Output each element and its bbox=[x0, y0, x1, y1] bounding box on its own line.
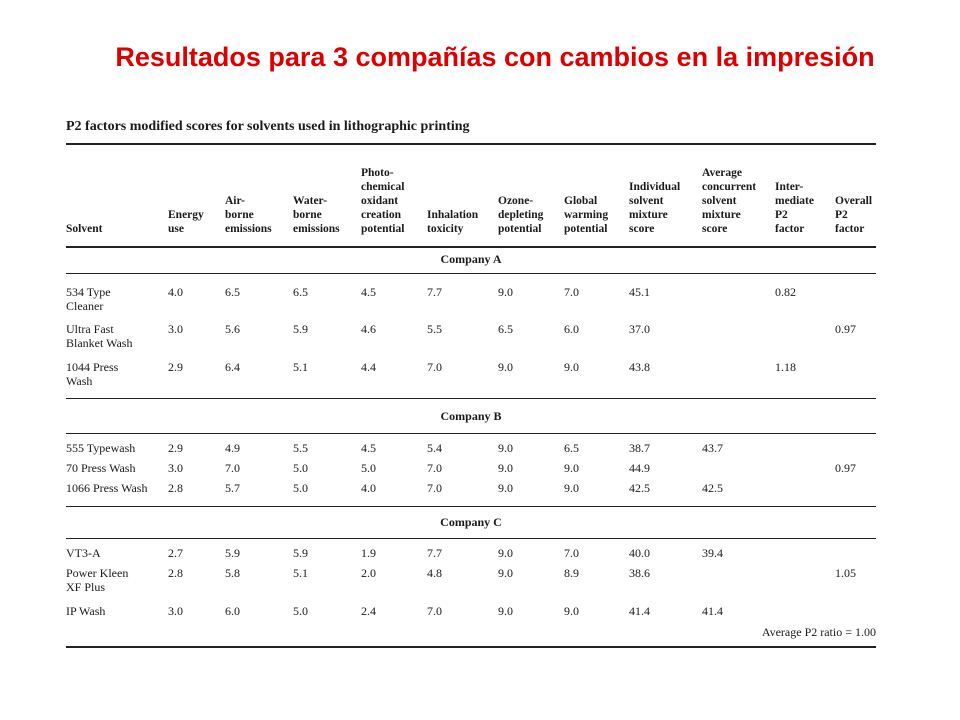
table-cell: 7.0 bbox=[427, 604, 442, 618]
table-cell: 42.5 bbox=[702, 481, 723, 495]
solvent-name-cell: IP Wash bbox=[66, 604, 106, 618]
table-cell: 5.1 bbox=[293, 360, 308, 374]
table-cell: 2.7 bbox=[168, 546, 183, 560]
group-top-rule bbox=[66, 246, 876, 248]
table-cell: 6.5 bbox=[498, 322, 513, 336]
table-cell: 5.9 bbox=[293, 546, 308, 560]
table-cell: 4.5 bbox=[361, 441, 376, 455]
table-cell: 0.97 bbox=[835, 461, 856, 475]
table-cell: 7.0 bbox=[427, 360, 442, 374]
table-cell: 7.0 bbox=[427, 461, 442, 475]
table-cell: 37.0 bbox=[629, 322, 650, 336]
table-cell: 7.0 bbox=[564, 285, 579, 299]
table-cell: 7.7 bbox=[427, 546, 442, 560]
group-bottom-rule bbox=[66, 433, 876, 434]
table-cell: 5.9 bbox=[293, 322, 308, 336]
table-cell: 3.0 bbox=[168, 322, 183, 336]
table-cell: 9.0 bbox=[564, 481, 579, 495]
table-cell: 6.0 bbox=[225, 604, 240, 618]
column-header: Inter- mediate P2 factor bbox=[775, 181, 814, 235]
table-cell: 5.0 bbox=[293, 481, 308, 495]
table-cell: 5.5 bbox=[427, 322, 442, 336]
table-cell: 7.0 bbox=[225, 461, 240, 475]
table-cell: 5.4 bbox=[427, 441, 442, 455]
table-cell: 2.9 bbox=[168, 360, 183, 374]
solvent-name-cell: Power Kleen XF Plus bbox=[66, 566, 129, 594]
table-cell: 4.9 bbox=[225, 441, 240, 455]
table-cell: 0.82 bbox=[775, 285, 796, 299]
solvent-name-cell: VT3-A bbox=[66, 546, 101, 560]
table-cell: 2.9 bbox=[168, 441, 183, 455]
table-cell: 9.0 bbox=[498, 604, 513, 618]
table-caption: P2 factors modified scores for solvents used in lithographic printing bbox=[66, 119, 470, 134]
solvent-name-cell: 555 Typewash bbox=[66, 441, 136, 455]
table-cell: 4.5 bbox=[361, 285, 376, 299]
slide-title: Resultados para 3 compañías con cambios en la impresión bbox=[115, 42, 875, 72]
table-cell: 39.4 bbox=[702, 546, 723, 560]
table-cell: 6.0 bbox=[564, 322, 579, 336]
table-cell: 8.9 bbox=[564, 566, 579, 580]
table-cell: 2.8 bbox=[168, 481, 183, 495]
table-cell: 41.4 bbox=[702, 604, 723, 618]
table-cell: 41.4 bbox=[629, 604, 650, 618]
table-cell: 9.0 bbox=[498, 360, 513, 374]
column-header: Individual solvent mixture score bbox=[629, 181, 681, 235]
table-cell: 7.0 bbox=[564, 546, 579, 560]
group-label-company: Company B bbox=[440, 409, 502, 423]
table-cell: 5.6 bbox=[225, 322, 240, 336]
column-header: Inhalation toxicity bbox=[427, 209, 479, 235]
column-header: Overall P2 factor bbox=[835, 195, 873, 235]
column-header: Average concurrent solvent mixture score bbox=[702, 167, 757, 235]
table-cell: 43.8 bbox=[629, 360, 650, 374]
table-cell: 5.9 bbox=[225, 546, 240, 560]
table-cell: 7.7 bbox=[427, 285, 442, 299]
table-cell: 9.0 bbox=[564, 461, 579, 475]
column-header: Photo- chemical oxidant creation potential bbox=[361, 167, 405, 235]
table-cell: 9.0 bbox=[498, 481, 513, 495]
group-label-company: Company A bbox=[440, 252, 502, 266]
table-cell: 9.0 bbox=[498, 285, 513, 299]
table-cell: 9.0 bbox=[564, 360, 579, 374]
solvent-name-cell: 70 Press Wash bbox=[66, 461, 136, 475]
table-cell: 9.0 bbox=[498, 566, 513, 580]
table-cell: 2.0 bbox=[361, 566, 376, 580]
table-cell: 4.0 bbox=[168, 285, 183, 299]
table-cell: 44.9 bbox=[629, 461, 650, 475]
table-cell: 4.8 bbox=[427, 566, 442, 580]
column-header: Water- borne emissions bbox=[293, 195, 340, 235]
table-cell: 6.5 bbox=[225, 285, 240, 299]
table-cell: 9.0 bbox=[498, 441, 513, 455]
table-cell: 5.0 bbox=[293, 604, 308, 618]
table-cell: 4.4 bbox=[361, 360, 376, 374]
solvent-name-cell: 1044 Press Wash bbox=[66, 360, 119, 388]
table-cell: 6.5 bbox=[564, 441, 579, 455]
table-cell: 42.5 bbox=[629, 481, 650, 495]
table-cell: 38.6 bbox=[629, 566, 650, 580]
table-cell: 43.7 bbox=[702, 441, 723, 455]
table-cell: 4.0 bbox=[361, 481, 376, 495]
column-header: Air- borne emissions bbox=[225, 195, 272, 235]
table-cell: 40.0 bbox=[629, 546, 650, 560]
column-header: Ozone- depleting potential bbox=[498, 195, 544, 235]
group-top-rule bbox=[66, 506, 876, 507]
table-cell: 1.05 bbox=[835, 566, 856, 580]
table-cell: 9.0 bbox=[498, 546, 513, 560]
solvent-name-cell: 534 Type Cleaner bbox=[66, 285, 111, 313]
column-header: Global warming potential bbox=[564, 195, 609, 235]
table-cell: 2.4 bbox=[361, 604, 376, 618]
table-cell: 6.5 bbox=[293, 285, 308, 299]
table-cell: 5.0 bbox=[293, 461, 308, 475]
table-cell: 5.1 bbox=[293, 566, 308, 580]
table-cell: 4.6 bbox=[361, 322, 376, 336]
table-top-rule bbox=[66, 143, 876, 145]
solvent-name-cell: 1066 Press Wash bbox=[66, 481, 148, 495]
table-cell: 2.8 bbox=[168, 566, 183, 580]
table-cell: 3.0 bbox=[168, 461, 183, 475]
table-cell: 38.7 bbox=[629, 441, 650, 455]
table-cell: 5.8 bbox=[225, 566, 240, 580]
table-cell: 0.97 bbox=[835, 322, 856, 336]
group-bottom-rule bbox=[66, 273, 876, 274]
column-header: Energy use bbox=[168, 209, 204, 235]
table-cell: 1.18 bbox=[775, 360, 796, 374]
table-cell: 5.5 bbox=[293, 441, 308, 455]
table-cell: 6.4 bbox=[225, 360, 240, 374]
group-label-company: Company C bbox=[440, 515, 502, 529]
group-bottom-rule bbox=[66, 538, 876, 539]
table-cell: 7.0 bbox=[427, 481, 442, 495]
table-cell: 5.0 bbox=[361, 461, 376, 475]
table-cell: 9.0 bbox=[498, 461, 513, 475]
table-cell: 45.1 bbox=[629, 285, 650, 299]
solvent-name-cell: Ultra Fast Blanket Wash bbox=[66, 322, 133, 350]
table-cell: 5.7 bbox=[225, 481, 240, 495]
column-header: Solvent bbox=[66, 223, 103, 235]
table-cell: 9.0 bbox=[564, 604, 579, 618]
table-cell: 1.9 bbox=[361, 546, 376, 560]
group-top-rule bbox=[66, 398, 876, 399]
table-cell: 3.0 bbox=[168, 604, 183, 618]
average-p2-ratio-note: Average P2 ratio = 1.00 bbox=[761, 625, 876, 639]
table-bottom-rule bbox=[66, 646, 876, 648]
